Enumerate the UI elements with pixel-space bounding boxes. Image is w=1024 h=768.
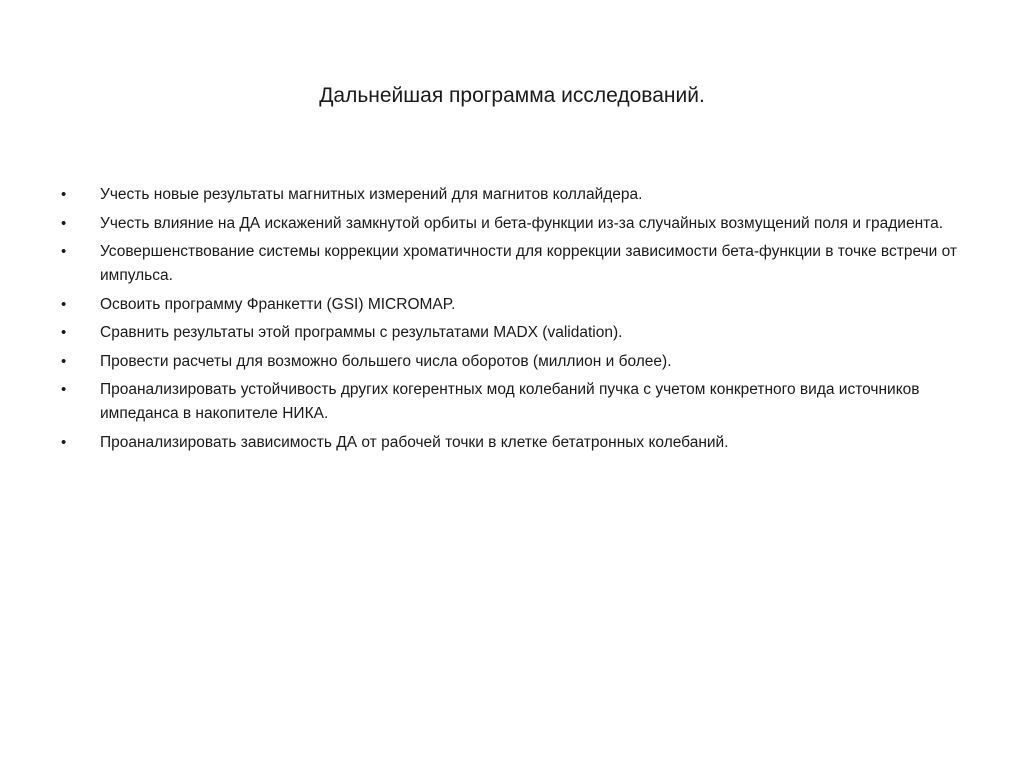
bullet-text: Усовершенствование системы коррекции хроматичности для коррекции зависимости бета-функции в точке встречи от импульса. — [100, 243, 957, 284]
list-item — [61, 212, 961, 236]
bullet-text: Учесть влияние на ДА искажений замкнутой орбиты и бета-функции из-за случайных возмущений поля и градиента. — [100, 214, 944, 232]
bullet-text: Проанализировать зависимость ДА от рабочей точки в клетке бетатронных колебаний. — [100, 433, 729, 451]
bullet-text: Сравнить результаты этой программы с результатами MADX (validation). — [100, 324, 623, 341]
list-item — [61, 293, 961, 317]
bullet-icon: • — [61, 352, 67, 370]
bullet-text: Проанализировать устойчивость других когерентных мод колебаний пучка с учетом конкретного вида источников импеданса в накопителе НИКА. — [100, 381, 920, 422]
bullet-list — [61, 183, 961, 459]
bullet-text: Провести расчеты для возможно большего числа оборотов (миллион и более). — [100, 352, 672, 370]
bullet-icon: • — [61, 433, 67, 451]
bullet-text: Учесть новые результаты магнитных измерений для магнитов коллайдера. — [100, 186, 643, 203]
list-item — [61, 240, 961, 288]
list-item — [61, 350, 961, 374]
list-item — [61, 321, 961, 345]
list-item — [61, 431, 961, 455]
bullet-icon: • — [61, 295, 67, 313]
bullet-icon: • — [61, 214, 67, 232]
list-item — [61, 183, 961, 207]
bullet-icon: • — [61, 186, 67, 203]
bullet-icon: • — [61, 243, 67, 260]
bullet-icon: • — [61, 324, 67, 341]
bullet-icon: • — [61, 381, 67, 398]
bullet-text: Освоить программу Франкетти (GSI) MICROMAP. — [100, 295, 456, 313]
slide-title: Дальнейшая программа исследований. — [319, 84, 705, 107]
list-item — [61, 378, 961, 426]
